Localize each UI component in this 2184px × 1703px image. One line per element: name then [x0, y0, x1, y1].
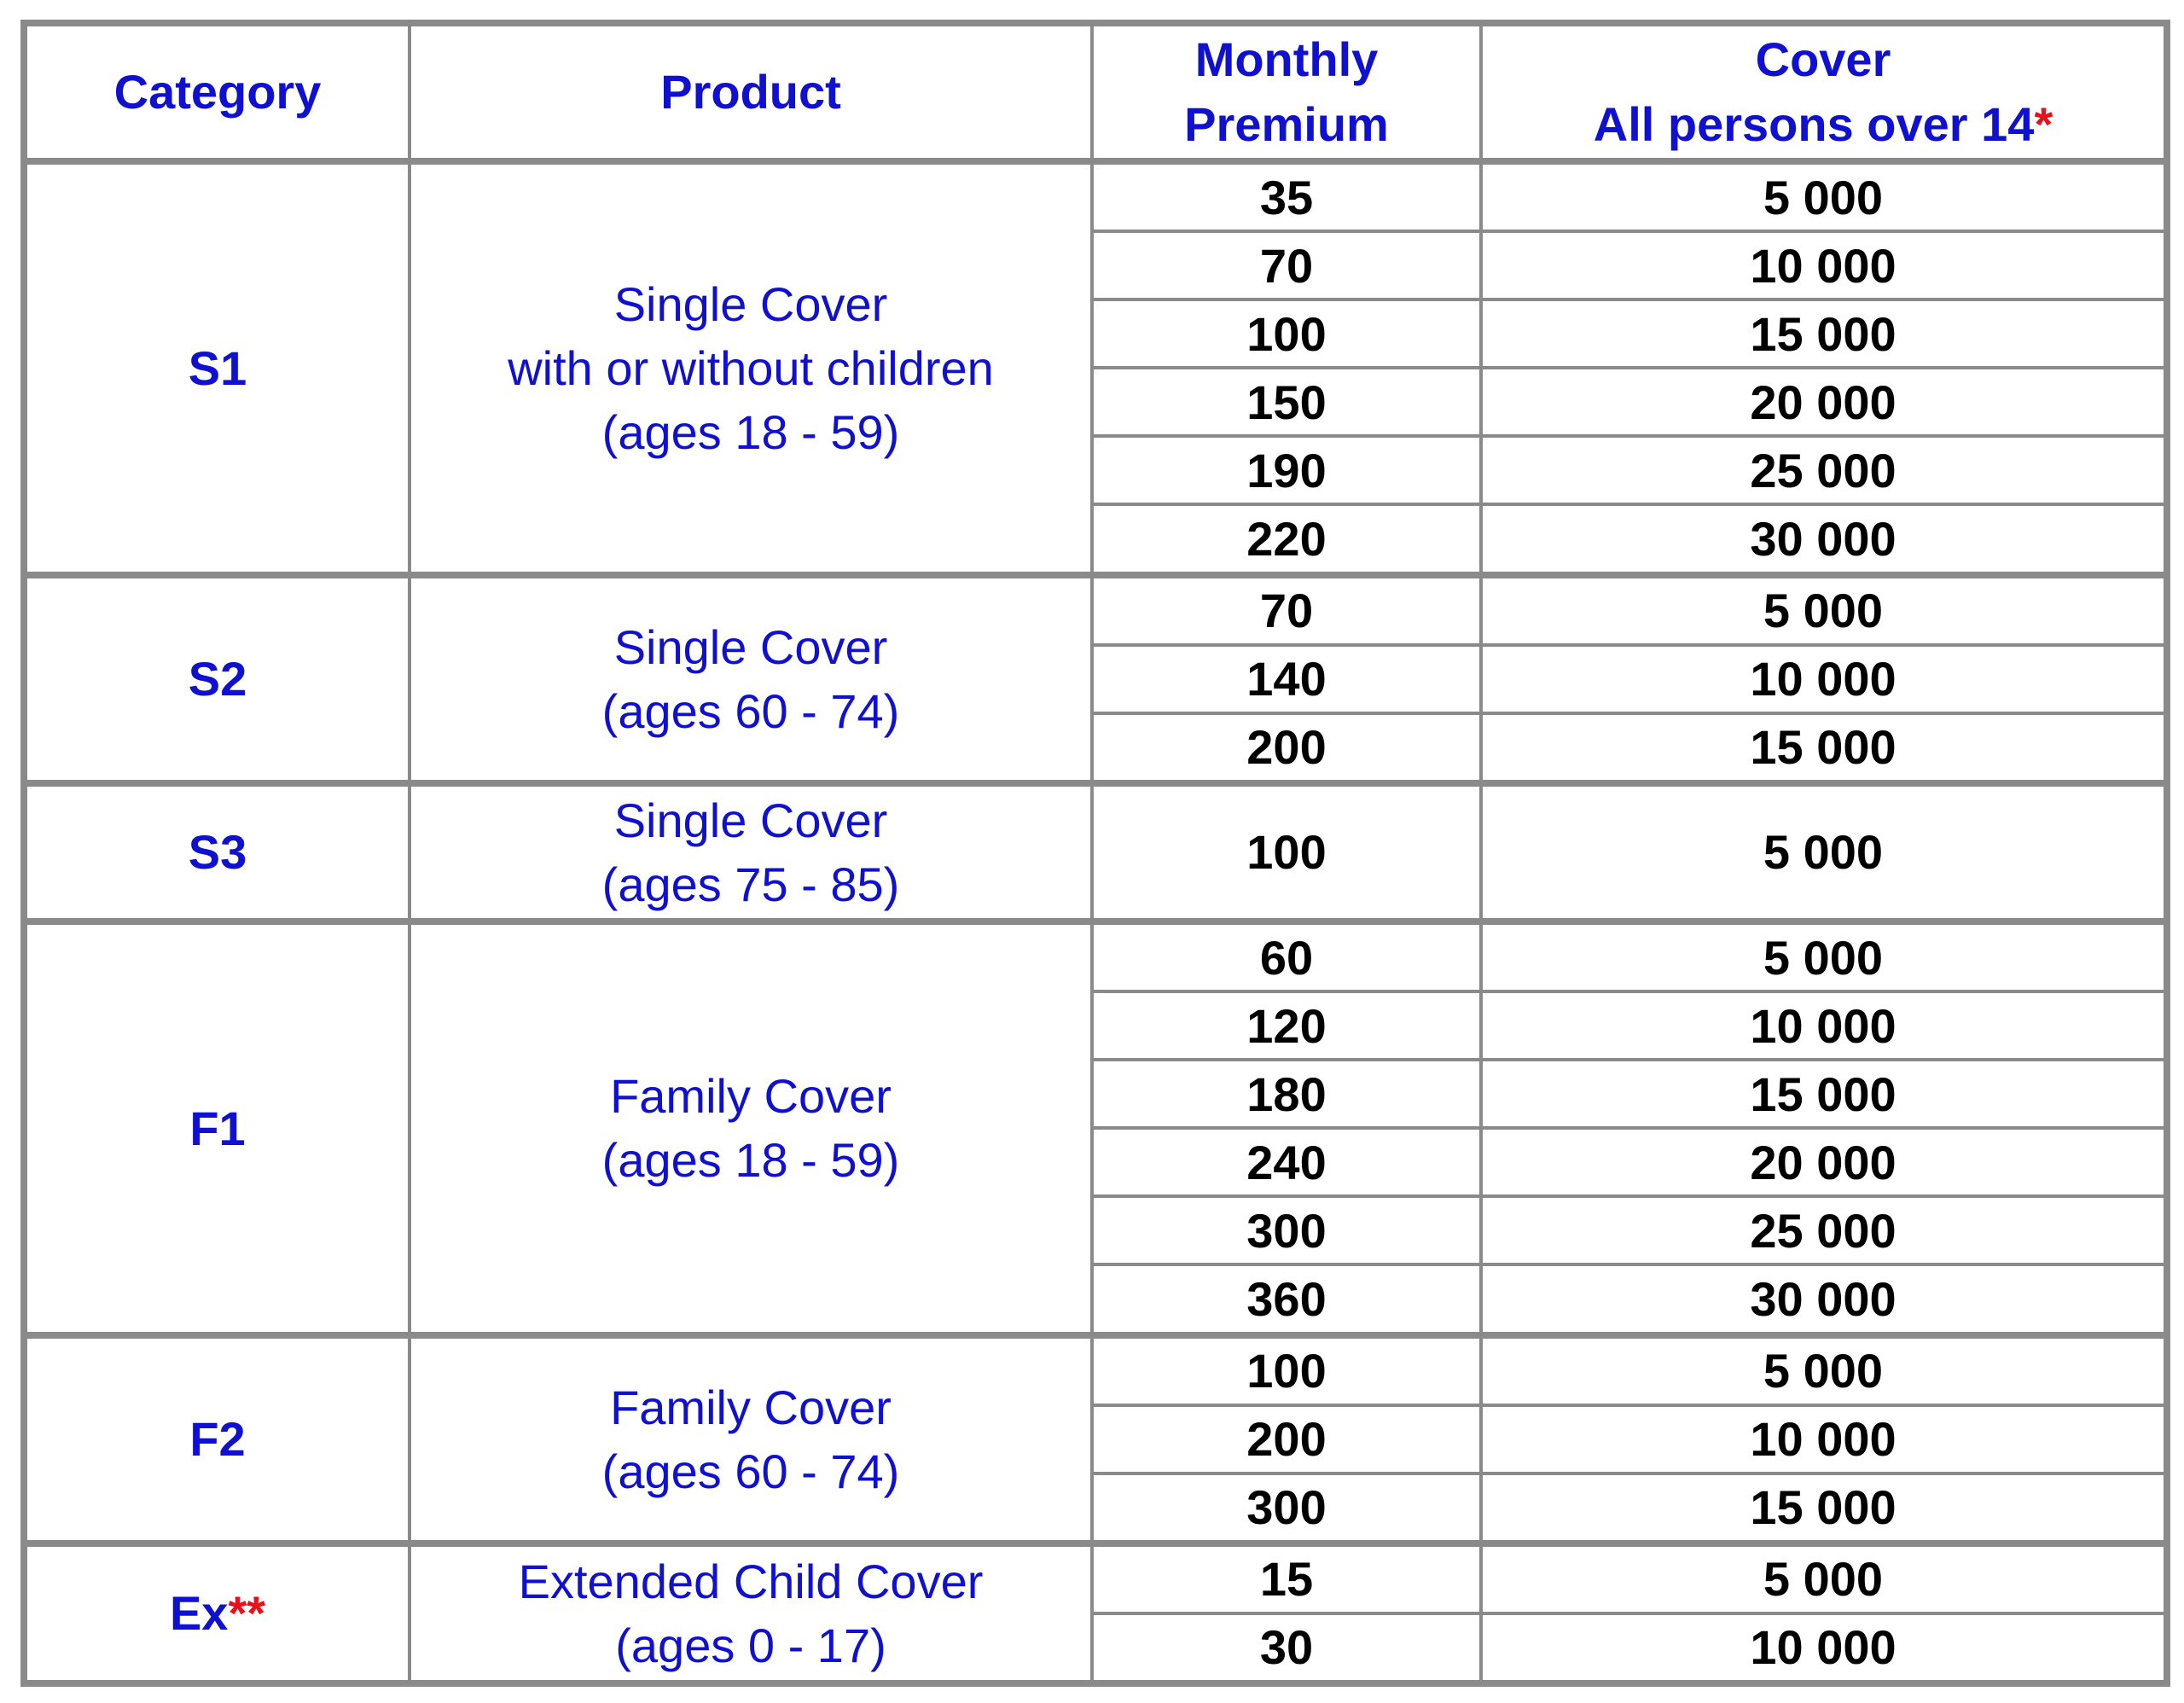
group-s3	[24, 783, 2167, 921]
premium-cell: 360	[1092, 1264, 1481, 1334]
premium-cell: 190	[1092, 436, 1481, 504]
premium-cell: 300	[1092, 1473, 1481, 1543]
group-s2	[24, 575, 2167, 783]
category-cell	[24, 1543, 410, 1683]
group-f1	[24, 921, 2167, 1335]
product-cell	[410, 783, 1092, 921]
header-cover-line2: All persons over 14	[1593, 97, 2035, 151]
cover-cell: 5 000	[1481, 1543, 2167, 1613]
product-cell	[410, 161, 1092, 575]
group-s1	[24, 161, 2167, 575]
premium-cell: 35	[1092, 161, 1481, 231]
premium-cell: 150	[1092, 368, 1481, 436]
category-label: Ex	[169, 1586, 229, 1641]
premium-cell: 70	[1092, 231, 1481, 299]
header-cover-asterisk: *	[2034, 97, 2053, 151]
premium-cell: 140	[1092, 645, 1481, 713]
premium-cell: 180	[1092, 1060, 1481, 1128]
table-row	[24, 783, 2167, 921]
table-row	[24, 921, 2167, 991]
category-cell: F2	[24, 1335, 410, 1543]
product-cell	[410, 1335, 1092, 1543]
product-line: Family Cover	[610, 1380, 892, 1434]
cover-cell: 30 000	[1481, 1264, 2167, 1334]
cover-cell: 15 000	[1481, 713, 2167, 783]
cover-cell: 10 000	[1481, 645, 2167, 713]
premium-cell: 70	[1092, 575, 1481, 645]
product-line: with or without children	[508, 340, 994, 395]
header-cover-line1: Cover	[1755, 32, 1891, 86]
group-ex	[24, 1543, 2167, 1683]
cover-cell: 15 000	[1481, 299, 2167, 368]
cover-cell: 5 000	[1481, 575, 2167, 645]
header-category: Category	[24, 23, 410, 161]
group-f2	[24, 1335, 2167, 1543]
product-line: (ages 60 - 74)	[601, 1444, 900, 1498]
header-premium-line2: Premium	[1184, 97, 1389, 151]
category-asterisk: **	[228, 1586, 266, 1641]
premium-cell: 60	[1092, 921, 1481, 991]
cover-cell: 5 000	[1481, 783, 2167, 921]
cover-cell: 30 000	[1481, 504, 2167, 574]
premium-cell: 100	[1092, 783, 1481, 921]
product-line: (ages 18 - 59)	[601, 404, 900, 459]
header-premium-line1: Monthly	[1194, 32, 1379, 86]
product-line: Family Cover	[610, 1069, 892, 1124]
premium-cell: 30	[1092, 1613, 1481, 1683]
header-row	[24, 23, 2167, 161]
cover-cell: 10 000	[1481, 1405, 2167, 1473]
premium-cell: 300	[1092, 1196, 1481, 1264]
header-cover-line2-wrap	[1483, 92, 2164, 157]
header-monthly-premium	[1092, 23, 1481, 161]
product-cell	[410, 921, 1092, 1335]
category-cell: S1	[24, 161, 410, 575]
cover-cell: 15 000	[1481, 1060, 2167, 1128]
premium-cell: 200	[1092, 713, 1481, 783]
product-cell	[410, 1543, 1092, 1683]
cover-cell: 10 000	[1481, 231, 2167, 299]
cover-cell: 5 000	[1481, 1335, 2167, 1405]
premium-cell: 15	[1092, 1543, 1481, 1613]
table-header	[24, 23, 2167, 161]
category-cell: S3	[24, 783, 410, 921]
premium-cell: 100	[1092, 299, 1481, 368]
product-line: (ages 60 - 74)	[601, 683, 900, 738]
cover-cell: 10 000	[1481, 991, 2167, 1060]
table-row	[24, 1335, 2167, 1405]
premium-cell: 200	[1092, 1405, 1481, 1473]
premium-cell: 240	[1092, 1128, 1481, 1196]
product-line: Extended Child Cover	[518, 1554, 984, 1608]
cover-cell: 25 000	[1481, 436, 2167, 504]
premium-cell: 220	[1092, 504, 1481, 574]
premium-table	[20, 20, 2170, 1687]
product-line: (ages 0 - 17)	[615, 1618, 886, 1672]
category-cell: S2	[24, 575, 410, 783]
cover-cell: 20 000	[1481, 368, 2167, 436]
product-line: (ages 75 - 85)	[601, 857, 900, 911]
product-line: Single Cover	[613, 276, 888, 331]
category-cell: F1	[24, 921, 410, 1335]
header-cover	[1481, 23, 2167, 161]
table-row	[24, 575, 2167, 645]
cover-cell: 25 000	[1481, 1196, 2167, 1264]
product-cell	[410, 575, 1092, 783]
header-product: Product	[410, 23, 1092, 161]
cover-cell: 10 000	[1481, 1613, 2167, 1683]
cover-cell: 20 000	[1481, 1128, 2167, 1196]
premium-cell: 100	[1092, 1335, 1481, 1405]
product-line: Single Cover	[613, 619, 888, 674]
table-row	[24, 161, 2167, 231]
cover-cell: 5 000	[1481, 161, 2167, 231]
cover-cell: 15 000	[1481, 1473, 2167, 1543]
product-line: (ages 18 - 59)	[601, 1133, 900, 1188]
table-row	[24, 1543, 2167, 1613]
cover-cell: 5 000	[1481, 921, 2167, 991]
product-line: Single Cover	[613, 793, 888, 847]
premium-cell: 120	[1092, 991, 1481, 1060]
